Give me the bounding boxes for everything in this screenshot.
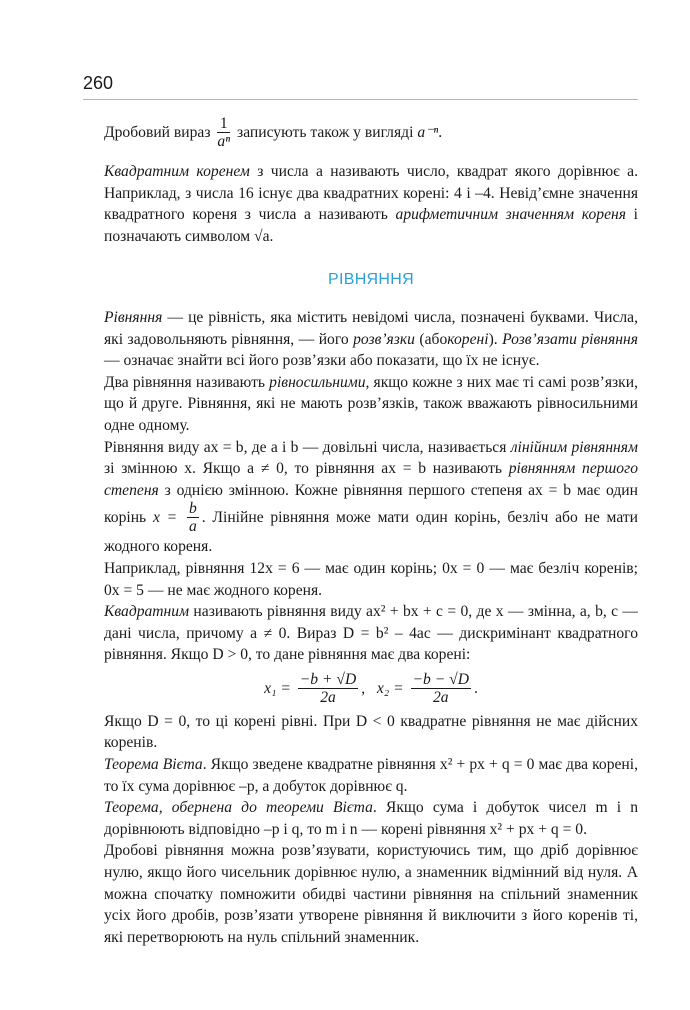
term-solve-equation: Розв’язати рівняння xyxy=(502,330,638,348)
paragraph-vieta-converse xyxy=(104,797,638,840)
p7-text: . Якщо зведене квадратне рівняння x² + px + q = 0 має два корені, то їх сума дорівнює –p, а добуток дорівнює q. xyxy=(104,756,638,795)
formula-x1-label: x₁ = xyxy=(264,679,291,697)
quadratic-roots-formula xyxy=(104,672,638,707)
paragraph-equation-definition xyxy=(104,307,638,372)
term-equivalent: рівносильними, xyxy=(269,373,370,391)
fraction-text-before: Дробовий вираз xyxy=(104,124,211,142)
fraction-x1 xyxy=(298,672,358,707)
paragraph-quadratic xyxy=(104,601,638,666)
fraction-x2 xyxy=(411,672,471,707)
sqrt-definition-paragraph xyxy=(104,161,638,247)
fraction-paragraph: Дробовий вираз $\frac{1}{\text{aⁿ}}$ записують також у вигляді a⁻ⁿ. xyxy=(104,115,443,150)
p1-text-b: (або xyxy=(419,330,448,348)
p3-text-d: . Лінійне рівняння може мати один корінь, безліч або не мати жодного кореня. xyxy=(104,509,638,556)
paragraph-linear-equation xyxy=(104,437,638,558)
section-title: РІВНЯННЯ xyxy=(328,271,414,289)
term-roots: корені xyxy=(447,330,489,348)
fraction-x2-den: 2a xyxy=(432,688,449,706)
arith-root-text: і позначають символом xyxy=(104,206,638,245)
p3-text-c: з однією змінною. Кожне рівняння першого степеня ax = b має один корінь xyxy=(104,481,638,527)
fraction-text-after: записують також у вигляді xyxy=(237,124,414,142)
p3-text-a: Рівняння виду ax = b, де a і b — довільні числа, називається xyxy=(104,438,507,456)
fraction-1-over-an xyxy=(217,116,230,151)
p1-text-c: ). xyxy=(488,330,498,348)
fraction-a: a xyxy=(188,518,197,536)
term-linear-equation: лінійним рівнянням xyxy=(510,438,638,456)
term-first-degree: рівнянням першого степеня xyxy=(104,460,638,499)
p1-text-d: — означає знайти всі його розв’язки або показати, що їх не існує. xyxy=(104,352,540,370)
paragraph-discriminant-zero: Якщо D = 0, то ці корені рівні. При D < 0 квадратне рівняння не має дійсних коренів. xyxy=(104,712,638,752)
p2-text-a: Два рівняння називають xyxy=(104,373,266,391)
term-solutions: розв’язки xyxy=(353,330,415,348)
page-body xyxy=(104,116,638,948)
term-vieta-converse: Теорема, обернена до теореми Вієта xyxy=(104,799,373,817)
paragraph-equivalent-equations xyxy=(104,372,638,437)
header-rule xyxy=(83,99,638,100)
fraction-denominator: aⁿ xyxy=(217,133,231,150)
fraction-b: b xyxy=(188,500,197,518)
p8-text: . Якщо сума і добуток чисел m і n дорівнюють відповідно –p і q, то m і n — корені рівняння x² + px + q = 0. xyxy=(104,799,638,838)
fraction-x2-num: −b − √D xyxy=(412,670,469,688)
p2-text-b: якщо кожне з них має ті самі розв’язки, що й друге. Рівняння, які не мають розв’язків, також вважають рівносильними одне одному. xyxy=(104,373,638,434)
fraction-b-over-a xyxy=(187,501,199,536)
term-square-root: Квадратним коренем xyxy=(104,163,250,180)
p1-text-a: — це рівність, яка містить невідомі числа, позначені буквами. Числа, які задовольняють рівняння, — його xyxy=(104,308,638,348)
paragraph-fractional-equations: Дробові рівняння можна розв’язувати, користуючись тим, що дріб дорівнює нулю, якщо його чисельник дорівнює нулю, а знаменник відмінний від нуля. А можна спочатку помножити обидві частини рівняння на спільний знаменник усіх його дробів, розв’язати утворене рівняння й виключити з його коренів ті, які перетворюють на нуль спільний знаменник. xyxy=(104,842,638,946)
sqrt-symbol: √a. xyxy=(254,227,274,245)
term-equation: Рівняння xyxy=(104,308,163,326)
paragraph-examples: Наприклад, рівняння 12x = 6 — має один корінь; 0x = 0 — має безліч коренів; 0x = 5 — не має жодного кореня. xyxy=(104,559,638,599)
p3-text-b: зі змінною x. Якщо a ≠ 0, то рівняння ax = b називають xyxy=(104,460,502,478)
term-arithmetic-root: арифметичним значенням кореня xyxy=(395,206,626,224)
fraction-x1-den: 2a xyxy=(320,688,336,706)
paragraph-vieta xyxy=(104,754,638,797)
fraction-x1-num: −b + √D xyxy=(299,670,357,688)
formula-x2-label: x₂ = xyxy=(376,679,404,697)
term-vieta: Теорема Вієта xyxy=(104,756,203,774)
formula-separator: , xyxy=(361,679,366,697)
p3-x-equals: x = xyxy=(152,509,178,527)
term-quadratic: Квадратним xyxy=(104,603,190,621)
sqrt-definition-text: з числа a називають число, квадрат якого дорівнює a. Наприклад, з числа 16 існує два квадратних корені: 4 і –4. Невід’ємне значення квадратного кореня з числа a називають xyxy=(104,163,638,224)
fraction-numerator: 1 xyxy=(217,116,230,133)
power-expression: a⁻ⁿ xyxy=(417,124,439,142)
p5-text: називають рівняння виду ax² + bx + c = 0, де x — змінна, a, b, c — дані числа, причому a ≠ 0. Вираз D = b² – 4ac — дискримінант квадратного рівняння. Якщо D > 0, то дане рівняння має два корені: xyxy=(104,603,639,664)
page-number: 260 xyxy=(83,73,114,93)
formula-end: . xyxy=(473,679,478,697)
